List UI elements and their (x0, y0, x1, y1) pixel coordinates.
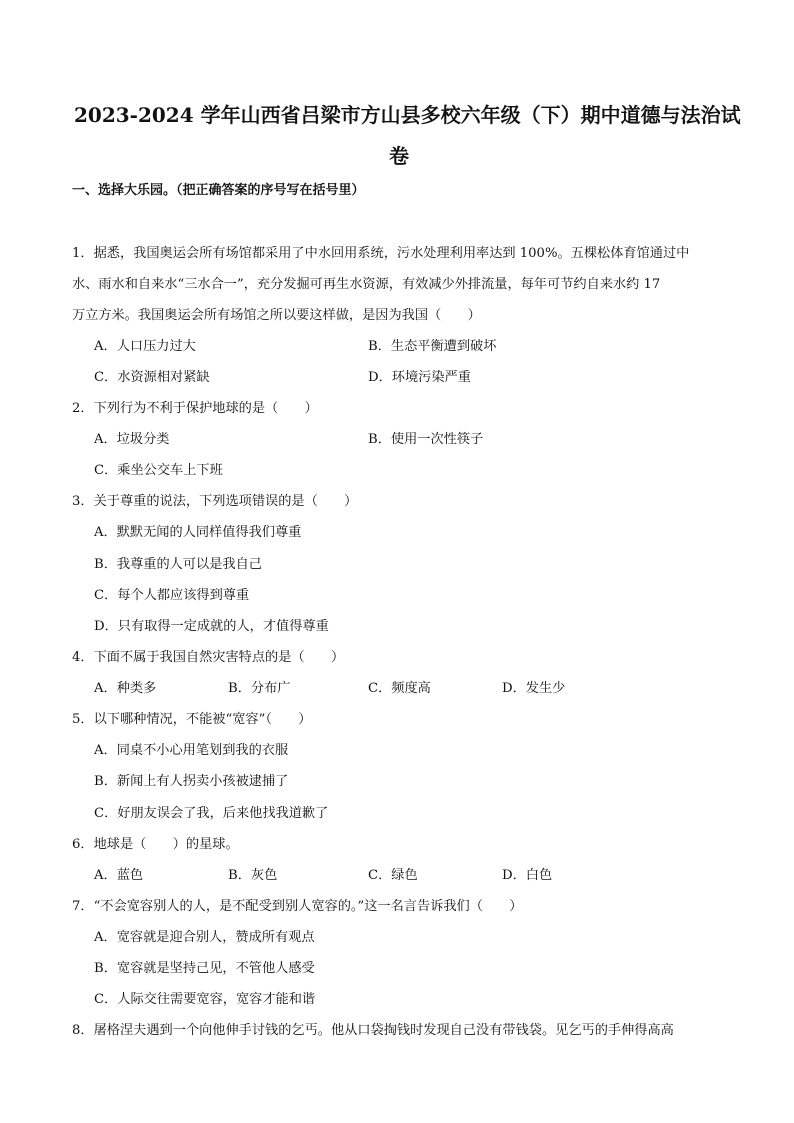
question-6-option-c: C．绿色 (368, 868, 418, 883)
question-5-option-b: B．新闻上有人拐卖小孩被逮捕了 (94, 774, 289, 789)
question-4-text: 4．下面不属于我国自然灾害特点的是（ ） (72, 650, 345, 665)
question-3-option-d: D．只有取得一定成就的人，才值得尊重 (94, 619, 329, 634)
question-1-option-d: D．环境污染严重 (368, 370, 471, 385)
question-6-option-d: D．白色 (502, 868, 553, 883)
question-7-option-b: B．宽容就是坚持己见，不管他人感受 (94, 961, 315, 976)
question-3-text: 3．关于尊重的说法，下列选项错误的是（ ） (72, 494, 358, 509)
question-4-option-d: D．发生少 (502, 681, 566, 696)
question-1-option-a: A．人口压力过大 (94, 339, 196, 354)
question-7-text: 7．“不会宽容别人的人，是不配受到别人宽容的。”这一名言告诉我们（ ） (72, 899, 523, 914)
question-2-option-c: C．乘坐公交车上下班 (94, 463, 223, 478)
question-5-option-a: A．同桌不小心用笔划到我的衣服 (94, 743, 289, 758)
question-6-text: 6．地球是（ ）的星球。 (72, 837, 239, 852)
page-title-continued: 卷 (389, 144, 409, 168)
question-1-text: 1．据悉，我国奥运会所有场馆都采用了中水回用系统，污水处理利用率达到 100%。五棵松体育馆通过中 (72, 246, 690, 261)
question-6-option-b: B．灰色 (228, 868, 278, 883)
question-2-option-a: A．垃圾分类 (94, 432, 170, 447)
question-2-text: 2．下列行为不利于保护地球的是（ ） (72, 401, 318, 416)
section-heading: 一、选择大乐园。（把正确答案的序号写在括号里） (72, 183, 365, 198)
question-5-option-c: C．好朋友误会了我，后来他找我道歉了 (94, 806, 329, 821)
question-7-option-a: A．宽容就是迎合别人，赞成所有观点 (94, 930, 315, 945)
question-4-option-b: B．分布广 (228, 681, 291, 696)
question-5-text: 5．以下哪种情况，不能被“宽容”（ ） (72, 712, 312, 727)
question-8-text: 8．屠格涅夫遇到一个向他伸手讨钱的乞丐。他从口袋掏钱时发现自己没有带钱袋。见乞丐的手伸得高高 (72, 1023, 674, 1038)
page-title: 2023-2024 学年山西省吕梁市方山县多校六年级（下）期中道德与法治试 (74, 103, 741, 127)
question-1-option-b: B．生态平衡遭到破坏 (368, 339, 497, 354)
question-3-option-c: C．每个人都应该得到尊重 (94, 588, 250, 603)
question-3-option-b: B．我尊重的人可以是我自己 (94, 557, 262, 572)
question-1-option-c: C．水资源相对紧缺 (94, 370, 210, 385)
question-4-option-a: A．种类多 (94, 681, 157, 696)
question-4-option-c: C．频度高 (368, 681, 431, 696)
question-7-option-c: C．人际交往需要宽容，宽容才能和谐 (94, 992, 316, 1007)
question-6-option-a: A．蓝色 (94, 868, 144, 883)
question-1-text: 万立方米。我国奥运会所有场馆之所以要这样做，是因为我国（ ） (72, 308, 481, 323)
question-3-option-a: A．默默无闻的人同样值得我们尊重 (94, 525, 302, 540)
question-1-text: 水、雨水和自来水“三水合一”，充分发掘可再生水资源，有效减少外排流量，每年可节约自来水约 17 (72, 277, 661, 292)
question-2-option-b: B．使用一次性筷子 (368, 432, 484, 447)
